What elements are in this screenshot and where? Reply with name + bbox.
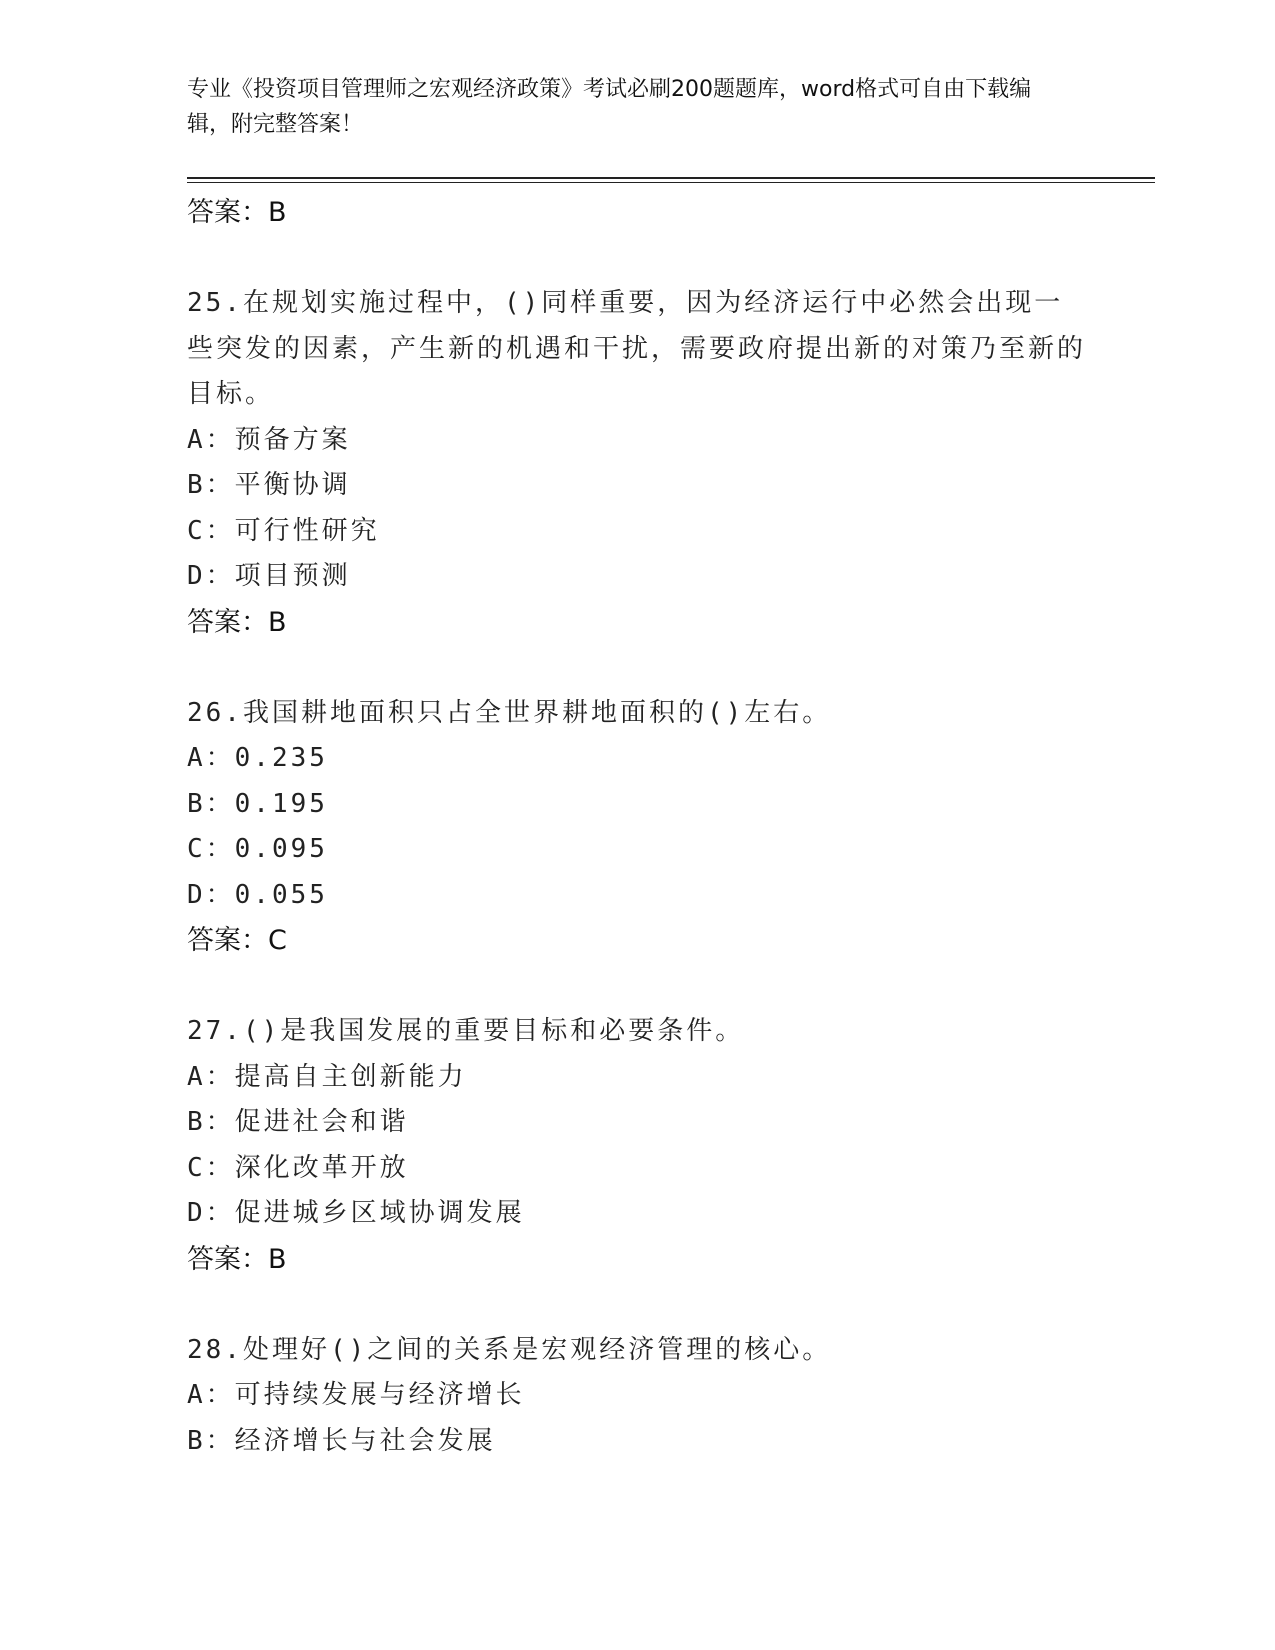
header-rule-thick [187, 177, 1155, 179]
document-header: 专业《投资项目管理师之宏观经济政策》考试必刷200题题库，word格式可自由下载编辑，附完整答案！ [187, 77, 1032, 137]
question-25-answer: 答案：B [187, 606, 287, 638]
question-28-option-a: A：可持续发展与经济增长 [187, 1380, 525, 1410]
answer-line: 答案：B [187, 197, 287, 228]
question-25-option-a: A：预备方案 [187, 424, 351, 455]
question-26-option-d: D：0.055 [187, 879, 328, 910]
question-26-stem: 26.我国耕地面积只占全世界耕地面积的()左右。 [187, 697, 832, 728]
question-27-option-d: D：促进城乡区域协调发展 [187, 1198, 525, 1228]
question-27-answer: 答案：B [187, 1243, 287, 1275]
spacer [187, 1283, 1087, 1328]
question-25-option-d: D：项目预测 [187, 561, 351, 591]
question-27-stem: 27.()是我国发展的重要目标和必要条件。 [187, 1016, 745, 1046]
header-rule-thin [187, 182, 1155, 183]
question-list [187, 190, 1087, 1464]
spacer [187, 646, 1087, 691]
question-26-option-a: A：0.235 [187, 743, 328, 773]
question-25-stem: 25.在规划实施过程中，()同样重要，因为经济运行中必然会出现一些突发的因素，产生新的机遇和干扰，需要政府提出新的对策乃至新的目标。 [187, 288, 1087, 409]
question-27-option-b: B：促进社会和谐 [187, 1107, 409, 1137]
question-27-option-c: C：深化改革开放 [187, 1152, 409, 1183]
question-27-option-a: A：提高自主创新能力 [187, 1061, 467, 1092]
question-26-option-b: B：0.195 [187, 788, 328, 819]
question-25-option-b: B：平衡协调 [187, 470, 351, 500]
spacer [187, 964, 1087, 1009]
question-26-option-c: C：0.095 [187, 834, 328, 864]
question-28-option-b: B：经济增长与社会发展 [187, 1425, 496, 1456]
spacer [187, 236, 1087, 281]
question-25-option-c: C：可行性研究 [187, 515, 380, 546]
question-28-stem: 28.处理好()之间的关系是宏观经济管理的核心。 [187, 1334, 832, 1365]
question-26-answer: 答案：C [187, 925, 287, 956]
